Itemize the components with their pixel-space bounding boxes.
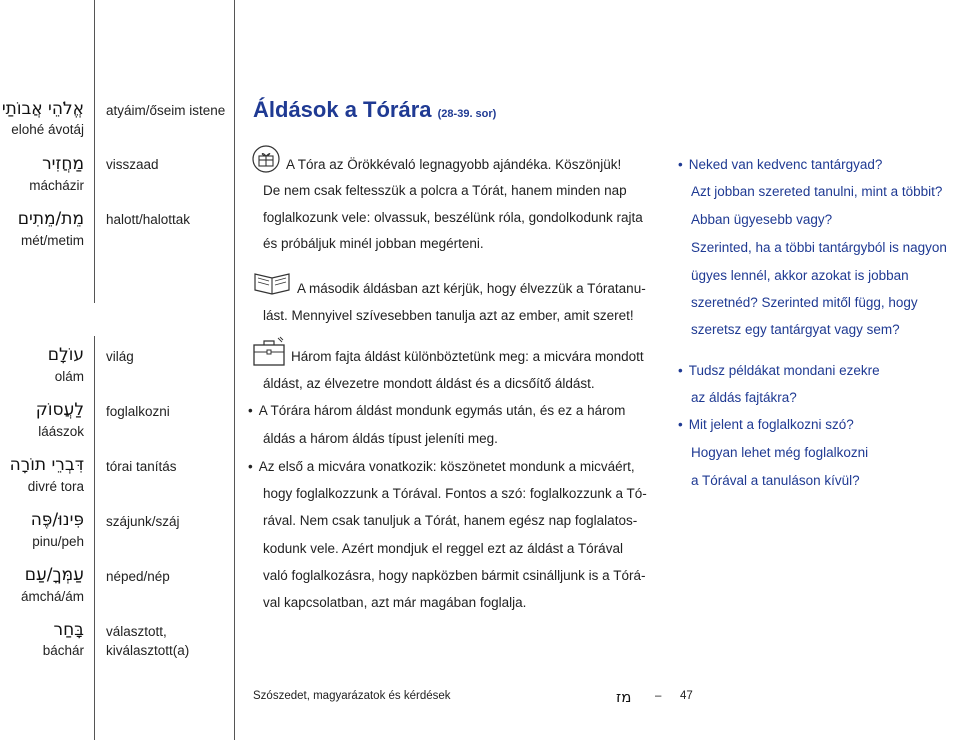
vocab-gloss: foglalkozni [106, 404, 170, 419]
bullet-line: áldás a három áldás típust jeleníti meg. [263, 431, 498, 446]
question-line: • Tudsz példákat mondani ezekre [678, 357, 880, 384]
question-line: a Tórával a tanuláson kívül? [691, 473, 860, 488]
bullet-line: rával. Nem csak tanuljuk a Tórát, hanem egész nap foglalatos- [263, 513, 638, 528]
para-line: De nem csak feltesszük a polcra a Tórát, hanem minden nap [263, 183, 627, 198]
vocab-hebrew: מֵת/מֵתִים [17, 209, 84, 229]
para-line: és próbáljuk minél jobban megérteni. [263, 236, 484, 251]
vocab-hebrew: פִּינוּ/פֶּה [30, 510, 84, 530]
vocab-hebrew: בָּחַר [53, 620, 84, 640]
question-line: ügyes lennél, akkor azokat is jobban [691, 268, 909, 283]
column-divider [94, 0, 95, 303]
vocab-translit: láászok [38, 424, 84, 439]
para-line: foglalkozunk vele: olvassuk, beszélünk róla, gondolkodunk rajta [263, 210, 643, 225]
vocab-gloss: tórai tanítás [106, 459, 177, 474]
vocab-gloss: halott/halottak [106, 212, 191, 227]
bullet-line: hogy foglalkozzunk a Tórával. Fontos a szó: foglalkozzunk a Tó- [263, 486, 647, 501]
footer-hebrew-page: מז [616, 688, 632, 706]
briefcase-icon [252, 336, 286, 368]
para-line: lást. Mennyivel szívesebben tanulja azt az ember, amit szeret! [263, 308, 634, 323]
vocab-hebrew: מַחֲזִיר [42, 154, 84, 174]
vocab-gloss: világ [106, 349, 134, 364]
vocab-gloss: néped/nép [106, 569, 170, 584]
page-title [253, 97, 496, 123]
vocab-hebrew: לַעֲסוֹק [35, 400, 84, 420]
vocab-translit: divré tora [27, 479, 84, 494]
vocab-gloss: atyáim/őseim istene [106, 103, 226, 118]
book-icon [253, 270, 291, 296]
para-line: A második áldásban azt kérjük, hogy élvezzük a Tóratanu- [297, 281, 646, 296]
bullet-line: val kapcsolatban, azt már magában foglalja. [263, 595, 527, 610]
vocab-hebrew: עוֹלָם [47, 345, 84, 365]
question-line: szeretsz egy tantárgyat vagy sem? [691, 322, 900, 337]
question-line: Azt jobban szereted tanulni, mint a többit? [691, 184, 943, 199]
vocab-gloss: választott, [106, 624, 167, 639]
bullet-line: • Az első a micvára vonatkozik: köszönetet mondunk a micváért, [248, 454, 635, 481]
footer-text: Szószedet, magyarázatok és kérdések [253, 690, 451, 702]
column-divider [94, 336, 95, 740]
question-line: • Neked van kedvenc tantárgyad? [678, 151, 882, 178]
footer-dash: – [655, 690, 662, 702]
title-range: (28-39. sor) [437, 108, 497, 120]
vocab-translit: mét/metim [20, 233, 84, 248]
vocab-translit: elohé ávotáj [11, 122, 84, 137]
para-line: A Tóra az Örökkévaló legnagyobb ajándéka. Köszönjük! [286, 157, 622, 172]
para-line: Három fajta áldást különböztetünk meg: a micvára mondott [291, 349, 644, 364]
vocab-hebrew: דִּבְרֵי תוֹרָה [9, 455, 84, 475]
question-line: szeretnéd? Szerinted mitől függ, hogy [691, 295, 918, 310]
vocab-translit: olám [54, 369, 84, 384]
question-line: • Mit jelent a foglalkozni szó? [678, 411, 854, 438]
vocab-gloss: szájunk/száj [106, 514, 180, 529]
vocab-translit: mácházir [29, 178, 84, 193]
question-line: az áldás fajtákra? [691, 390, 797, 405]
para-line: áldást, az élvezetre mondott áldást és a dicsőítő áldást. [263, 376, 595, 391]
question-line: Hogyan lehet még foglalkozni [691, 445, 869, 460]
question-line: Szerinted, ha a többi tantárgyból is nagyon [691, 240, 947, 255]
bullet-line: • A Tórára három áldást mondunk egymás után, és ez a három [248, 398, 625, 425]
vocab-hebrew: אֱלֹהֵי אֲבוֹתַי [1, 99, 84, 119]
gift-icon [251, 144, 281, 174]
question-line: Abban ügyesebb vagy? [691, 212, 833, 227]
vocab-translit: pinu/peh [32, 534, 84, 549]
bullet-line: való foglalkozásra, hogy napközben bármit csinálljunk is a Tórá- [263, 568, 646, 583]
bullet-line: kodunk vele. Azért mondjuk el reggel ezt az áldást a Tórával [263, 541, 623, 556]
vocab-gloss: kiválasztott(a) [106, 643, 190, 658]
page-number: 47 [680, 690, 693, 702]
column-divider [234, 0, 235, 740]
title-main: Áldások a Tórára [253, 97, 432, 122]
vocab-translit: báchár [42, 643, 84, 658]
vocab-translit: ámchá/ám [20, 589, 84, 604]
vocab-hebrew: עַמְּךָ/עַם [24, 565, 84, 585]
vocab-gloss: visszaad [106, 157, 159, 172]
